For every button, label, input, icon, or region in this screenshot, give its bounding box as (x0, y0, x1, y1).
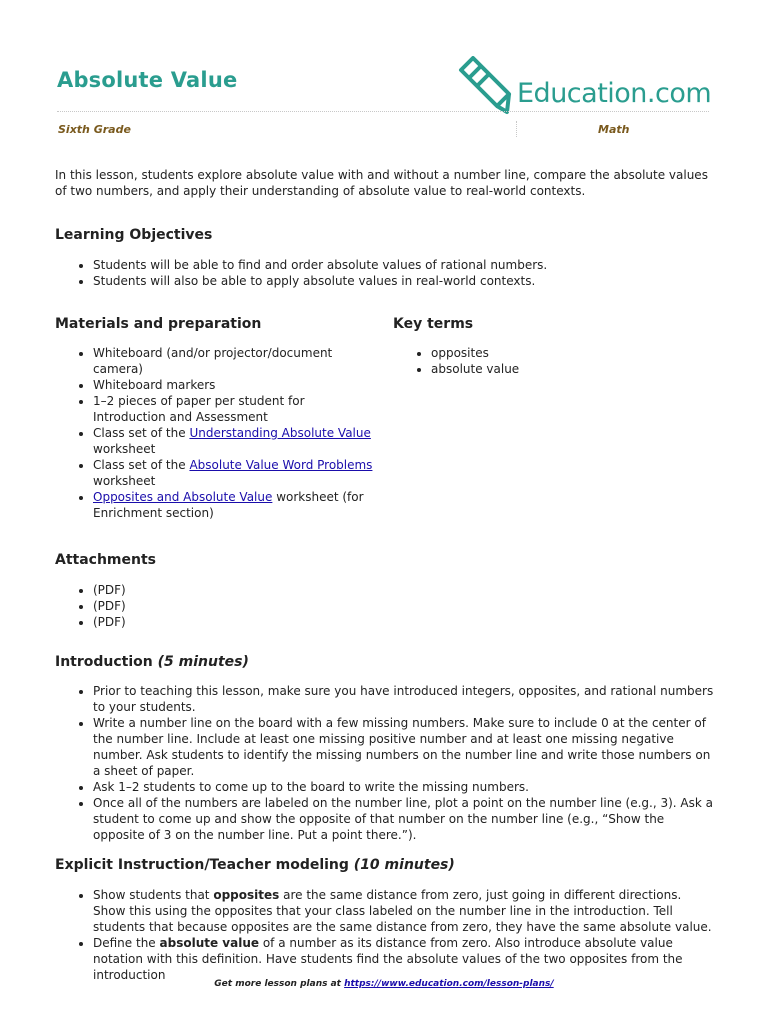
item-text: worksheet (93, 474, 156, 488)
item-text: Define the (93, 936, 160, 950)
subject-label: Math (598, 123, 630, 136)
attachments-heading: Attachments (55, 552, 157, 568)
list-item: • Students will be able to find and order absolute values of rational numbers. (93, 257, 715, 273)
key-terms-list (393, 345, 731, 377)
absolute-value-word-problems-link[interactable]: Absolute Value Word Problems (189, 458, 373, 472)
pencil-logo-icon (455, 56, 513, 116)
heading-text: Explicit Instruction/Teacher modeling (55, 857, 349, 873)
list-item: • opposites (431, 345, 731, 361)
list-item (93, 489, 375, 521)
list-item: • Prior to teaching this lesson, make sure you have introduced integers, opposites, and rational numbers to your students. (93, 683, 715, 715)
explicit-instruction-list (55, 887, 715, 983)
materials-heading: Materials and preparation (55, 316, 262, 332)
list-item (93, 425, 375, 457)
list-item (93, 457, 375, 489)
item-text: worksheet (93, 442, 156, 456)
list-item (93, 887, 715, 935)
learning-objectives-list (55, 257, 715, 289)
item-text: of a number as its distance from zero. Also introduce absolute value notation with this definition. Have students find the absolute values of the two opposites from the introduction (93, 936, 683, 982)
logo-text: Education.com (517, 78, 712, 109)
attachment-item[interactable]: • (PDF) (93, 614, 393, 630)
footer-text: Get more lesson plans at (214, 979, 345, 989)
introduction-list (55, 683, 715, 843)
header-divider (57, 111, 709, 112)
explicit-instruction-heading (55, 857, 455, 873)
list-item: • Write a number line on the board with a few missing numbers. Make sure to include 0 at the center of the number line. Include at least one missing positive number and at least one missing negative number. Ask students to identify the missing numbers on the number line and write those numbers on a sheet of paper. (93, 715, 715, 779)
list-item: • Whiteboard markers (93, 377, 375, 393)
list-item: • Students will also be able to apply absolute values in real-world contexts. (93, 273, 715, 289)
education-logo[interactable] (455, 56, 725, 116)
term-absolute-value: absolute value (159, 936, 259, 950)
attachments-list (55, 582, 393, 630)
grade-label: Sixth Grade (58, 123, 131, 136)
list-item: • Whiteboard (and/or projector/document camera) (93, 345, 375, 377)
opposites-and-absolute-value-link[interactable]: Opposites and Absolute Value (93, 490, 273, 504)
term-opposites: opposites (213, 888, 280, 902)
meta-divider (516, 121, 517, 137)
page-title: Absolute Value (57, 68, 238, 92)
list-item: • Ask 1–2 students to come up to the board to write the missing numbers. (93, 779, 715, 795)
key-terms-heading: Key terms (393, 316, 474, 332)
lesson-summary: In this lesson, students explore absolute value with and without a number line, compare the absolute values of two numbers, and apply their understanding of absolute value to real-world contexts. (55, 168, 708, 198)
list-item: • 1–2 pieces of paper per student for Introduction and Assessment (93, 393, 375, 425)
item-text: Class set of the (93, 458, 190, 472)
list-item: • Once all of the numbers are labeled on the number line, plot a point on the number line (e.g., 3). Ask a student to come up and show the opposite of that number on the number line (e.g., “Show the opposite of 3 on the number line. Put a point there.”). (93, 795, 715, 843)
lesson-plans-link[interactable]: https://www.education.com/lesson-plans/ (344, 979, 554, 989)
list-item: • absolute value (431, 361, 731, 377)
attachment-item[interactable]: • (PDF) (93, 582, 393, 598)
item-text: Class set of the (93, 426, 190, 440)
attachment-item[interactable]: • (PDF) (93, 598, 393, 614)
learning-objectives-heading: Learning Objectives (55, 227, 213, 243)
heading-text: Introduction (55, 654, 153, 670)
introduction-heading (55, 654, 249, 670)
item-text: are the same distance from zero, just going in different directions. Show this using the opposites that your class labeled on the number line in the introduction. Tell students that because opposites are the same distance from zero, they have the same absolute value. (93, 888, 712, 934)
heading-time: (10 minutes) (353, 857, 455, 873)
heading-time: (5 minutes) (157, 654, 249, 670)
item-text: Show students that (93, 888, 214, 902)
footer (0, 979, 768, 989)
materials-list (55, 345, 375, 521)
list-item (93, 935, 715, 983)
item-text: worksheet (for Enrichment section) (93, 490, 364, 520)
understanding-absolute-value-link[interactable]: Understanding Absolute Value (189, 426, 371, 440)
